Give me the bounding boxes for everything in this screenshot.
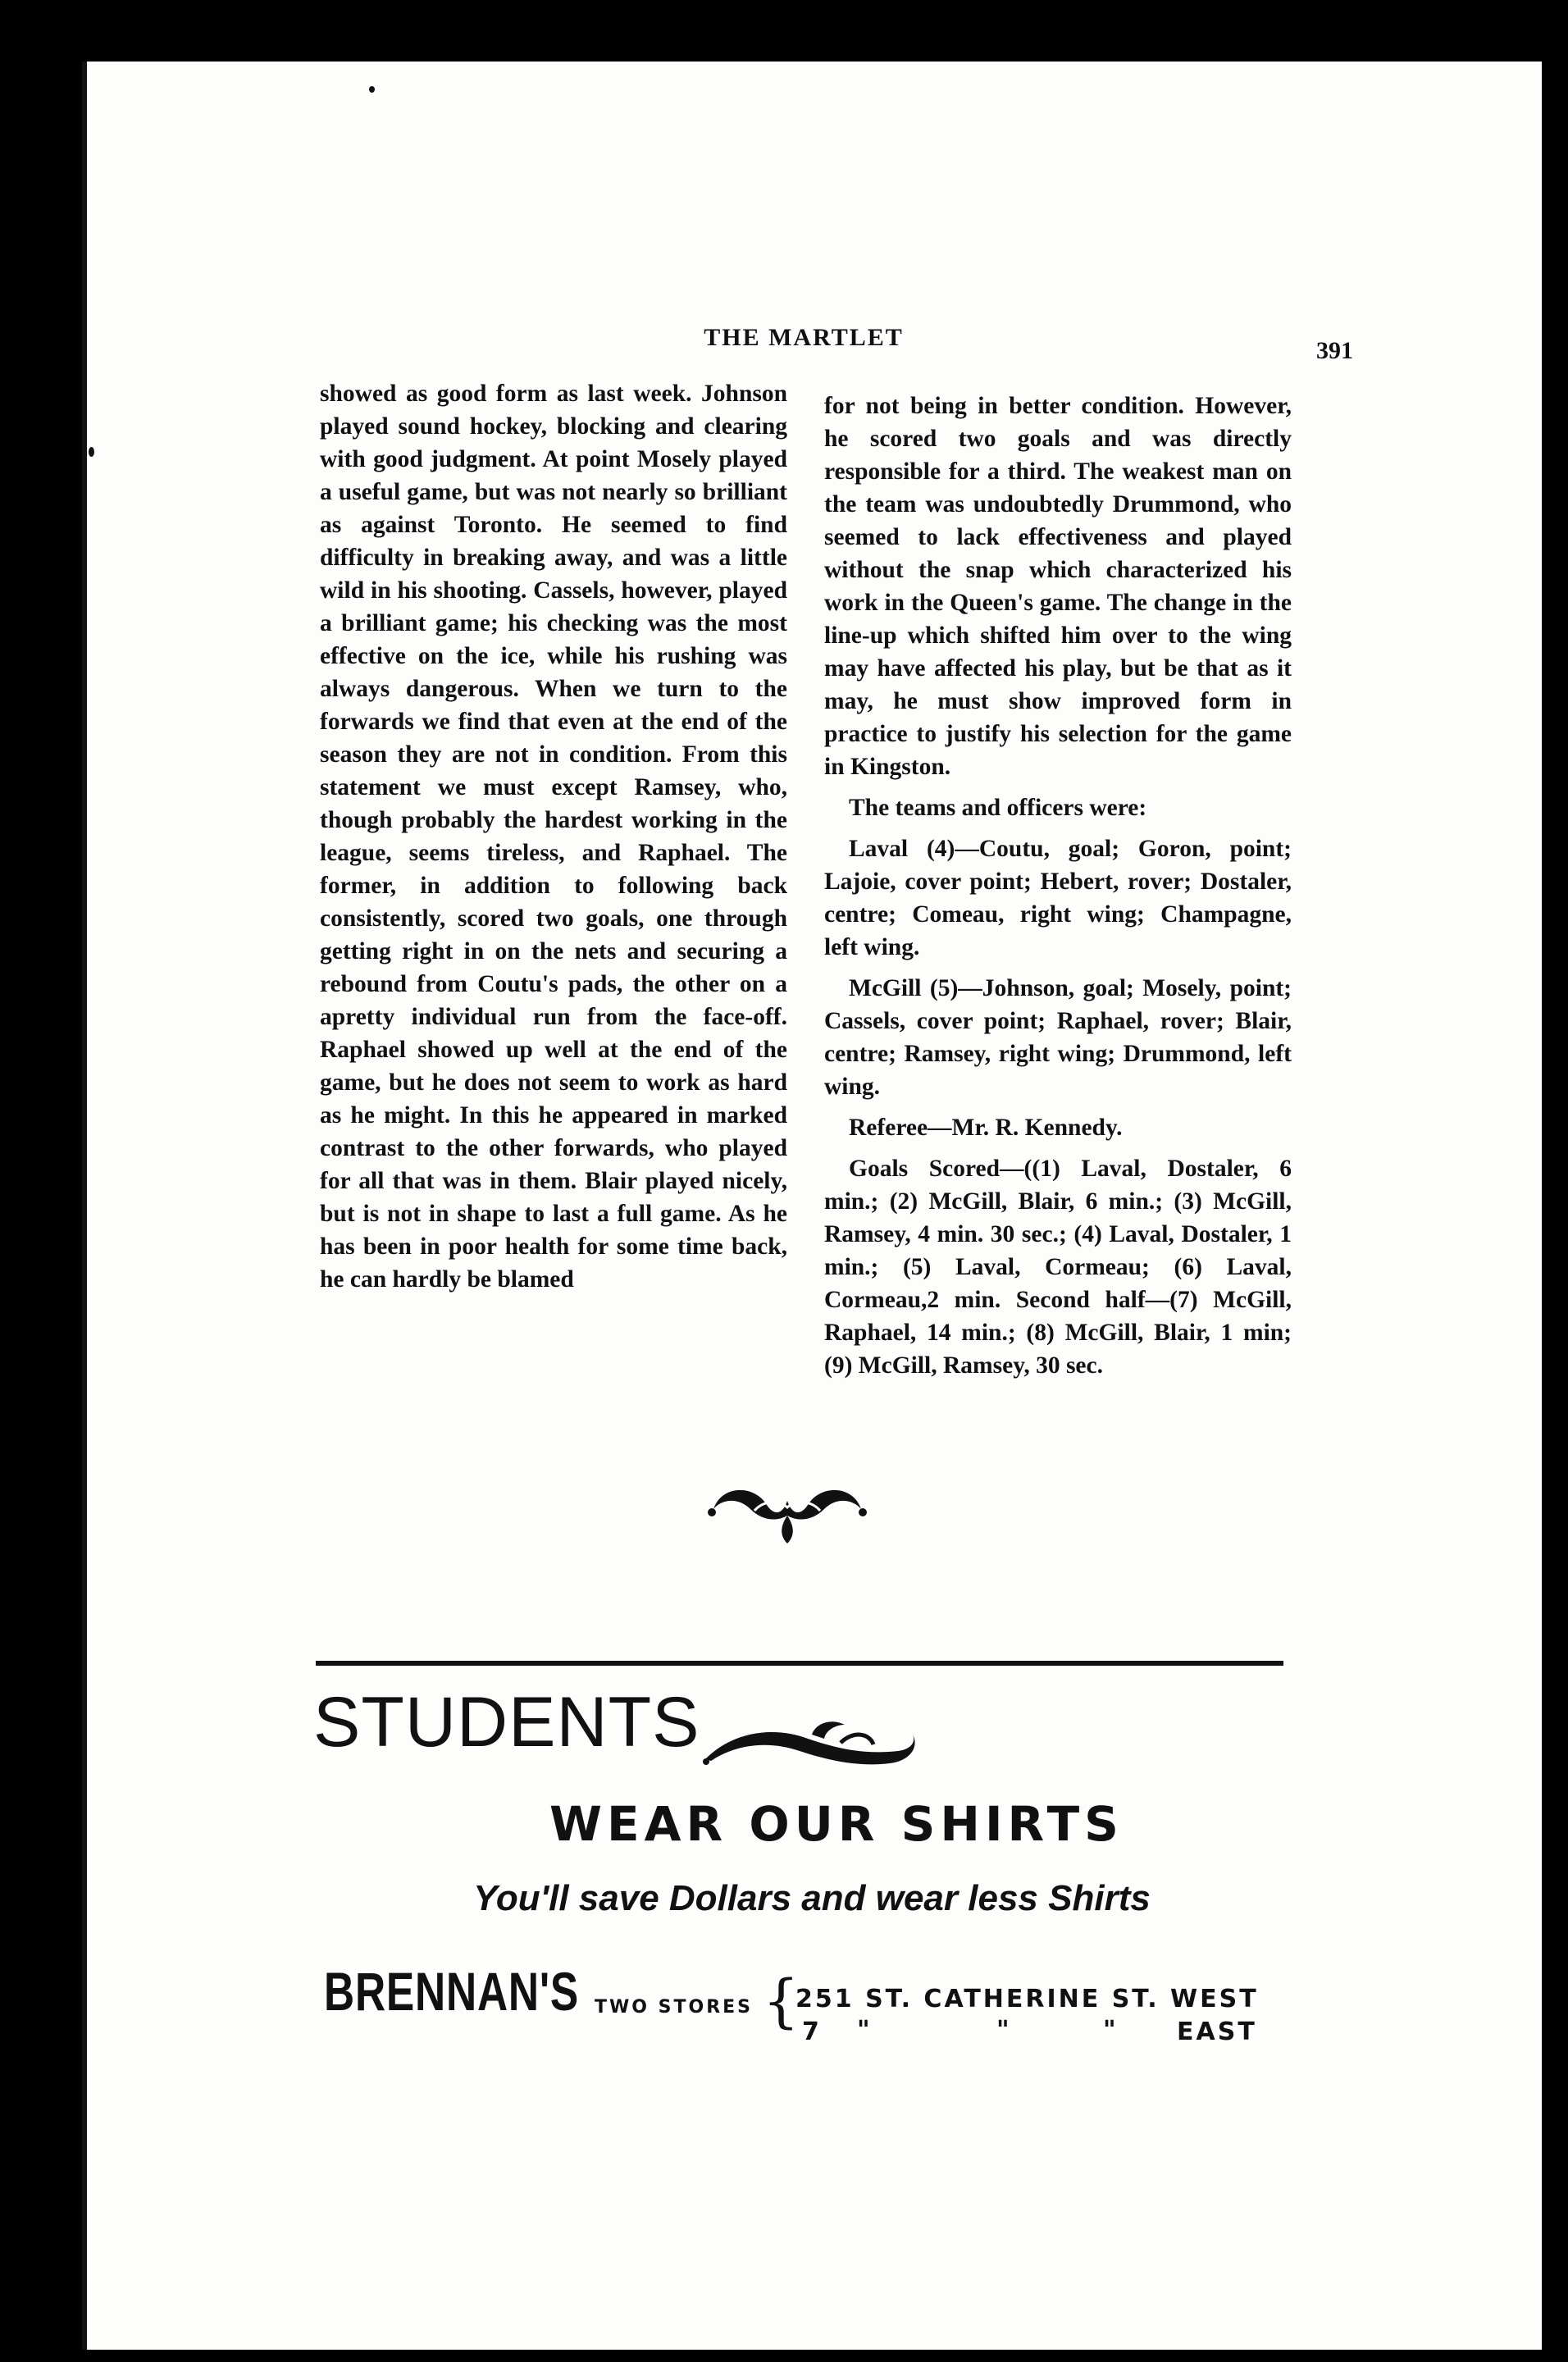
ink-speck — [89, 447, 94, 457]
ad-brace: { — [763, 1968, 800, 2035]
decorative-swash-icon — [701, 1710, 923, 1780]
running-head — [82, 324, 1542, 373]
ad-ditto-mark: " — [857, 2016, 873, 2045]
paragraph: Laval (4)—Coutu, goal; Goron, point; Lajoie, cover point; Hebert, rover; Dostaler, centre; Comeau, right wing; Champagne, left wing. — [824, 836, 1292, 960]
scanned-page — [82, 62, 1542, 2350]
ad-brand-name: BRENNAN'S — [324, 1961, 580, 2022]
paragraph: McGill (5)—Johnson, goal; Mosely, point; Cassels, cover point; Raphael, rover; Blair, centre; Ramsey, right wing; Drummond, left wing. — [824, 975, 1292, 1100]
paragraph: The teams and officers were: — [849, 795, 1147, 821]
decorative-ornament-icon — [705, 1476, 869, 1550]
ad-ditto-mark: " — [1103, 2016, 1119, 2045]
ad-ditto-mark: " — [996, 2016, 1012, 2045]
page-number: 391 — [1316, 337, 1353, 364]
ad-headline: STUDENTS — [313, 1683, 700, 1762]
journal-title: THE MARTLET — [704, 324, 904, 351]
left-text-column — [320, 377, 787, 1304]
ad-address-west: 251 ST. CATHERINE ST. WEST — [795, 1985, 1259, 2013]
paragraph: for not being in better condition. However, he scored two goals and was directly responsible for a third. The weakest man on the team was undoubtedly Drummond, who seemed to lack effectiveness and played without the snap which characterized his work in the Queen's game. The change in the line-up which shifted him over to the wing may have affected his play, but be that as it may, he must show improved form in practice to justify his selection for the game in Kingston. — [824, 393, 1292, 780]
advertisement-rule — [316, 1661, 1283, 1666]
paragraph: showed as good form as last week. Johnson played sound hockey, blocking and clearing with good judgment. At point Mosely played a useful game, but was not nearly so brilliant as against Toronto. He seemed to find difficulty in breaking away, and was a little wild in his shooting. Cassels, however, played a brilliant game; his checking was the most effective on the ice, while his rushing was always dangerous. When we turn to the forwards we find that even at the end of the season they are not in condition. From this statement we must except Ramsey, who, though probably the hardest working in the league, seems tireless, and Raphael. The former, in addition to following back consistently, scored two goals, one through getting right in on the nets and securing a rebound from Coutu's pads, the other on a apretty individual run from the face-off. Raphael showed up well at the end of the game, but he does not seem to work as hard as he might. In this he appeared in marked contrast to the other forwards, who played for all that was in them. Blair played nicely, but is not in shape to last a full game. As he has been in poor health for some time back, he can hardly be blamed — [320, 381, 787, 1293]
ad-tagline: You'll save Dollars and wear less Shirts — [473, 1878, 1151, 1918]
ad-address-east-number: 7 — [802, 2018, 822, 2046]
ink-speck — [369, 86, 375, 93]
ad-stores-label: TWO STORES — [595, 1997, 754, 2018]
page-edge-rule — [82, 62, 87, 2350]
paragraph: Goals Scored—((1) Laval, Dostaler, 6 min.; (2) McGill, Blair, 6 min.; (3) McGill, Ramsey, 4 min. 30 sec.; (4) Laval, Dostaler, 1 min.; (5) Laval, Cormeau; (6) Laval, Cormeau,2 min. Second half—(7) McGill, Raphael, 14 min.; (8) McGill, Blair, 1 min; (9) McGill, Ramsey, 30 sec. — [824, 1156, 1292, 1379]
right-text-column — [824, 390, 1292, 1390]
paragraph: Referee—Mr. R. Kennedy. — [849, 1115, 1123, 1141]
ad-address-east-direction: EAST — [1177, 2018, 1257, 2046]
ad-slogan: WEAR OUR SHIRTS — [549, 1796, 1124, 1852]
